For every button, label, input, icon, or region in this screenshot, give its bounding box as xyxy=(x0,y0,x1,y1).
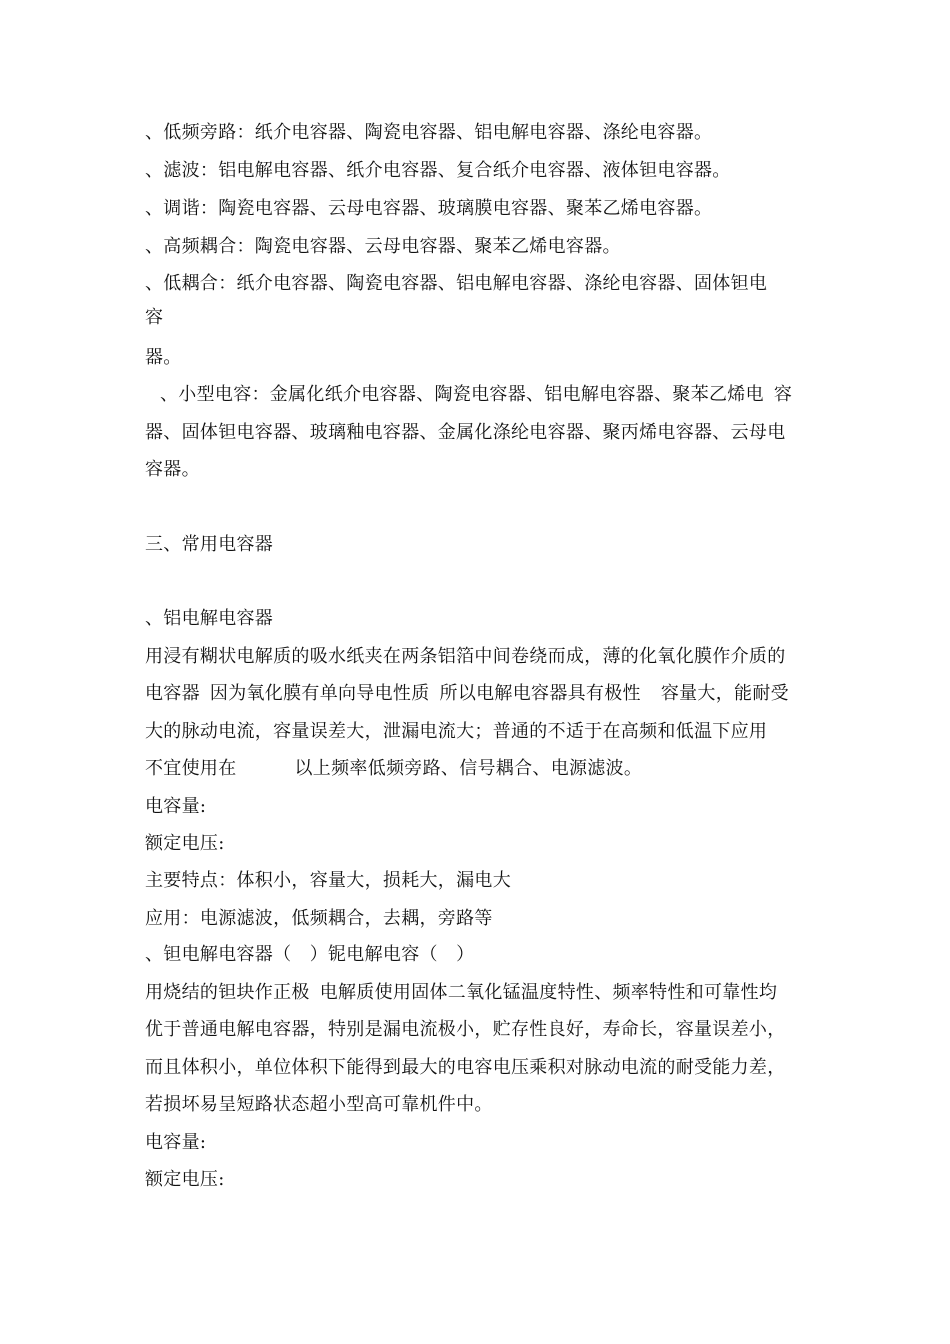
list-item-filter: 、滤波：铝电解电容器、纸介电容器、复合纸介电容器、液体钽电容器。 xyxy=(145,160,731,181)
paragraph-line: 而且体积小，单位体积下能得到最大的电容电压乘积对脉动电流的耐受能力差， xyxy=(145,1057,786,1078)
rated-voltage-label: 额定电压: xyxy=(145,833,225,854)
list-item-low-freq-bypass: 、低频旁路：纸介电容器、陶瓷电容器、铝电解电容器、涤纶电容器。 xyxy=(145,122,713,143)
text-run: 电解质使用固体二氧化锰温度特性、频率特性和可靠性均 xyxy=(319,982,778,1003)
text-run: 因为氧化膜有单向导电性质 xyxy=(209,683,430,704)
list-item-tuning: 、调谐：陶瓷电容器、云母电容器、玻璃膜电容器、聚苯乙烯电容器。 xyxy=(145,198,713,219)
paragraph-line xyxy=(145,981,777,1005)
text-run: 用烧结的钽块作正极 xyxy=(145,982,310,1003)
list-item-low-coupling-line2: 容 xyxy=(145,307,164,328)
text-run: 不宜使用在 xyxy=(145,758,237,779)
paragraph-line: 优于普通电解电容器，特别是漏电流极小，贮存性良好，寿命长，容量误差小， xyxy=(145,1019,786,1040)
paragraph-line: 若损坏易呈短路状态超小型高可靠机件中。 xyxy=(145,1094,493,1115)
subsection-title-tantalum: 、钽电解电容器（ ）铌电解电容（ ） xyxy=(145,944,475,965)
capacitance-label: 电容量: xyxy=(145,796,207,817)
list-item-small-cap-line1 xyxy=(160,383,792,407)
capacitance-label: 电容量: xyxy=(145,1132,207,1153)
paragraph-line: 用浸有糊状电解质的吸水纸夹在两条铝箔中间卷绕而成，薄的化氧化膜作介质的 xyxy=(145,646,786,667)
small-cap-text-tail: 容 xyxy=(773,384,793,405)
text-run: 所以电解电容器具有极性 xyxy=(439,683,641,704)
paragraph-line xyxy=(145,682,789,706)
section-heading: 三、常用电容器 xyxy=(145,534,274,555)
list-item-low-coupling-line1: 、低耦合：纸介电容器、陶瓷电容器、铝电解电容器、涤纶电容器、固体钽电 xyxy=(145,273,768,294)
list-item-small-cap-line2: 器、固体钽电容器、玻璃釉电容器、金属化涤纶电容器、聚丙烯电容器、云母电 xyxy=(145,422,786,443)
rated-voltage-label: 额定电压: xyxy=(145,1169,225,1190)
text-run: 电容器 xyxy=(145,683,200,704)
small-cap-text: 、小型电容：金属化纸介电容器、陶瓷电容器、铝电解电容器、聚苯乙烯电 xyxy=(160,384,764,405)
features-line: 主要特点：体积小，容量大，损耗大，漏电大 xyxy=(145,870,511,891)
subsection-title-aluminum: 、铝电解电容器 xyxy=(145,608,274,629)
list-item-low-coupling-line3: 器。 xyxy=(145,347,182,368)
text-run: 以上频率低频旁路、信号耦合、电源滤波。 xyxy=(294,758,643,779)
paragraph-line: 大的脉动电流，容量误差大，泄漏电流大；普通的不适于在高频和低温下应用 xyxy=(145,721,768,742)
list-item-high-freq-coupling: 、高频耦合：陶瓷电容器、云母电容器、聚苯乙烯电容器。 xyxy=(145,236,621,257)
text-run: 容量大，能耐受 xyxy=(660,683,789,704)
application-line: 应用：电源滤波，低频耦合，去耦，旁路等 xyxy=(145,908,493,929)
paragraph-line xyxy=(145,757,642,781)
list-item-small-cap-line3: 容器。 xyxy=(145,459,200,480)
